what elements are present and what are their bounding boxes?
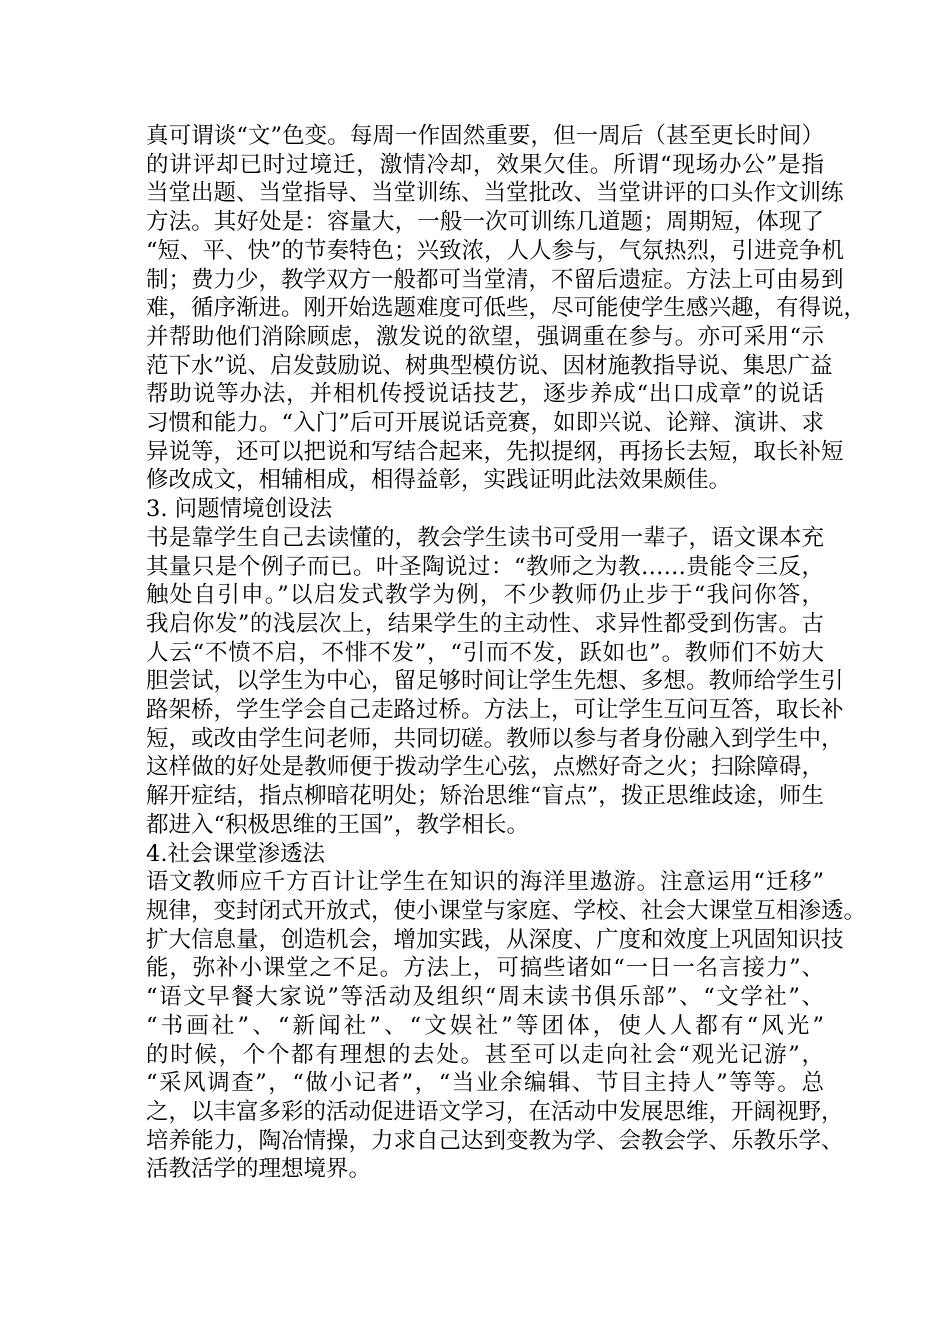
text-line: “书画社”、“新闻社”、“文娱社”等团体，使人人都有“风光” <box>146 1012 824 1039</box>
text-line: 培养能力，陶冶情操，力求自己达到变教为学、会教会学、乐教乐学、 <box>146 1127 844 1154</box>
text-line: 胆尝试，以学生为中心，留足够时间让学生先想、多想。教师给学生引 <box>146 668 844 695</box>
text-line: 我启你发”的浅层次上，结果学生的主动性、求异性都受到伤害。古 <box>146 610 824 637</box>
text-line: 并帮助他们消除顾虑，激发说的欲望，强调重在参与。亦可采用“示 <box>146 323 824 350</box>
text-line: 修改成文，相辅相成，相得益彰，实践证明此法效果颇佳。 <box>146 467 732 494</box>
text-line: 方法。其好处是：容量大，一般一次可训练几道题；周期短，体现了 <box>146 209 824 236</box>
text-line: 规律，变封闭式开放式，使小课堂与家庭、学校、社会大课堂互相渗透。 <box>146 897 867 924</box>
document-body <box>146 122 867 1184</box>
text-line: 短，或改由学生问老师，共同切磋。教师以参与者身份融入到学生中， <box>146 725 844 752</box>
text-line: 之，以丰富多彩的活动促进语文学习，在活动中发展思维，开阔视野， <box>146 1098 844 1125</box>
text-line: 其量只是个例子而已。叶圣陶说过：“教师之为教……贵能令三反， <box>146 553 824 580</box>
text-line: 异说等，还可以把说和写结合起来，先拟提纲，再扬长去短，取长补短 <box>146 438 844 465</box>
section-heading-3: 3. 问题情境创设法 <box>146 496 333 523</box>
text-line: 难，循序渐进。刚开始选题难度可低些，尽可能使学生感兴趣，有得说， <box>146 295 867 322</box>
text-line: 扩大信息量，创造机会，增加实践，从深度、广度和效度上巩固知识技 <box>146 926 844 953</box>
text-line: 范下水”说、启发鼓励说、树典型模仿说、因材施教指导说、集思广益 <box>146 352 833 379</box>
text-line: 制；费力少，教学双方一般都可当堂清，不留后遗症。方法上可由易到 <box>146 266 844 293</box>
text-line: 的讲评却已时过境迁，激情冷却，效果欠佳。所谓“现场办公”是指 <box>146 151 824 178</box>
text-line: “语文早餐大家说”等活动及组织“周末读书俱乐部”、“文学社”、 <box>146 984 824 1011</box>
text-line: 这样做的好处是教师便于拨动学生心弦，点燃好奇之火；扫除障碍， <box>146 754 824 781</box>
text-line: 的时候，个个都有理想的去处。甚至可以走向社会“观光记游”， <box>146 1041 824 1068</box>
text-line: 语文教师应千方百计让学生在知识的海洋里遨游。注意运用“迁移” <box>146 869 824 896</box>
text-line: 都进入“积极思维的王国”，教学相长。 <box>146 811 530 838</box>
text-line: 触处自引申。”以启发式教学为例，不少教师仍止步于“我问你答， <box>146 582 824 609</box>
paragraph-live-speaking <box>146 122 867 495</box>
paragraph-social-classroom <box>146 868 867 1184</box>
text-line: “短、平、快”的节奏特色；兴致浓，人人参与，气氛热烈，引进竞争机 <box>146 237 845 264</box>
text-line: 活教活学的理想境界。 <box>146 1156 372 1183</box>
text-line: “采风调查”，“做小记者”，“当业余编辑、节目主持人”等等。总 <box>146 1070 824 1097</box>
text-line: 当堂出题、当堂指导、当堂训练、当堂批改、当堂讲评的口头作文训练 <box>146 180 844 207</box>
section-heading-4: 4.社会课堂渗透法 <box>146 840 325 867</box>
text-line: 习惯和能力。“入门”后可开展说话竞赛，如即兴说、论辩、演讲、求 <box>146 410 824 437</box>
paragraph-problem-situation <box>146 524 844 840</box>
text-line: 路架桥，学生学会自己走路过桥。方法上，可让学生互问互答，取长补 <box>146 697 844 724</box>
text-line: 真可谓谈“文”色变。每周一作固然重要，但一周后（甚至更长时间） <box>146 123 824 149</box>
text-line: 能，弥补小课堂之不足。方法上，可搞些诸如“一日一名言接力”、 <box>146 955 824 982</box>
text-line: 帮助说等办法，并相机传授说话技艺，逐步养成“出口成章”的说话 <box>146 381 824 408</box>
text-line: 人云“不愤不启，不悱不发”，“引而不发，跃如也”。教师们不妨大 <box>146 639 824 666</box>
text-line: 书是靠学生自己去读懂的，教会学生读书可受用一辈子，语文课本充 <box>146 524 824 551</box>
text-line: 解开症结，指点柳暗花明处；矫治思维“盲点”，拨正思维歧途，师生 <box>146 783 824 810</box>
